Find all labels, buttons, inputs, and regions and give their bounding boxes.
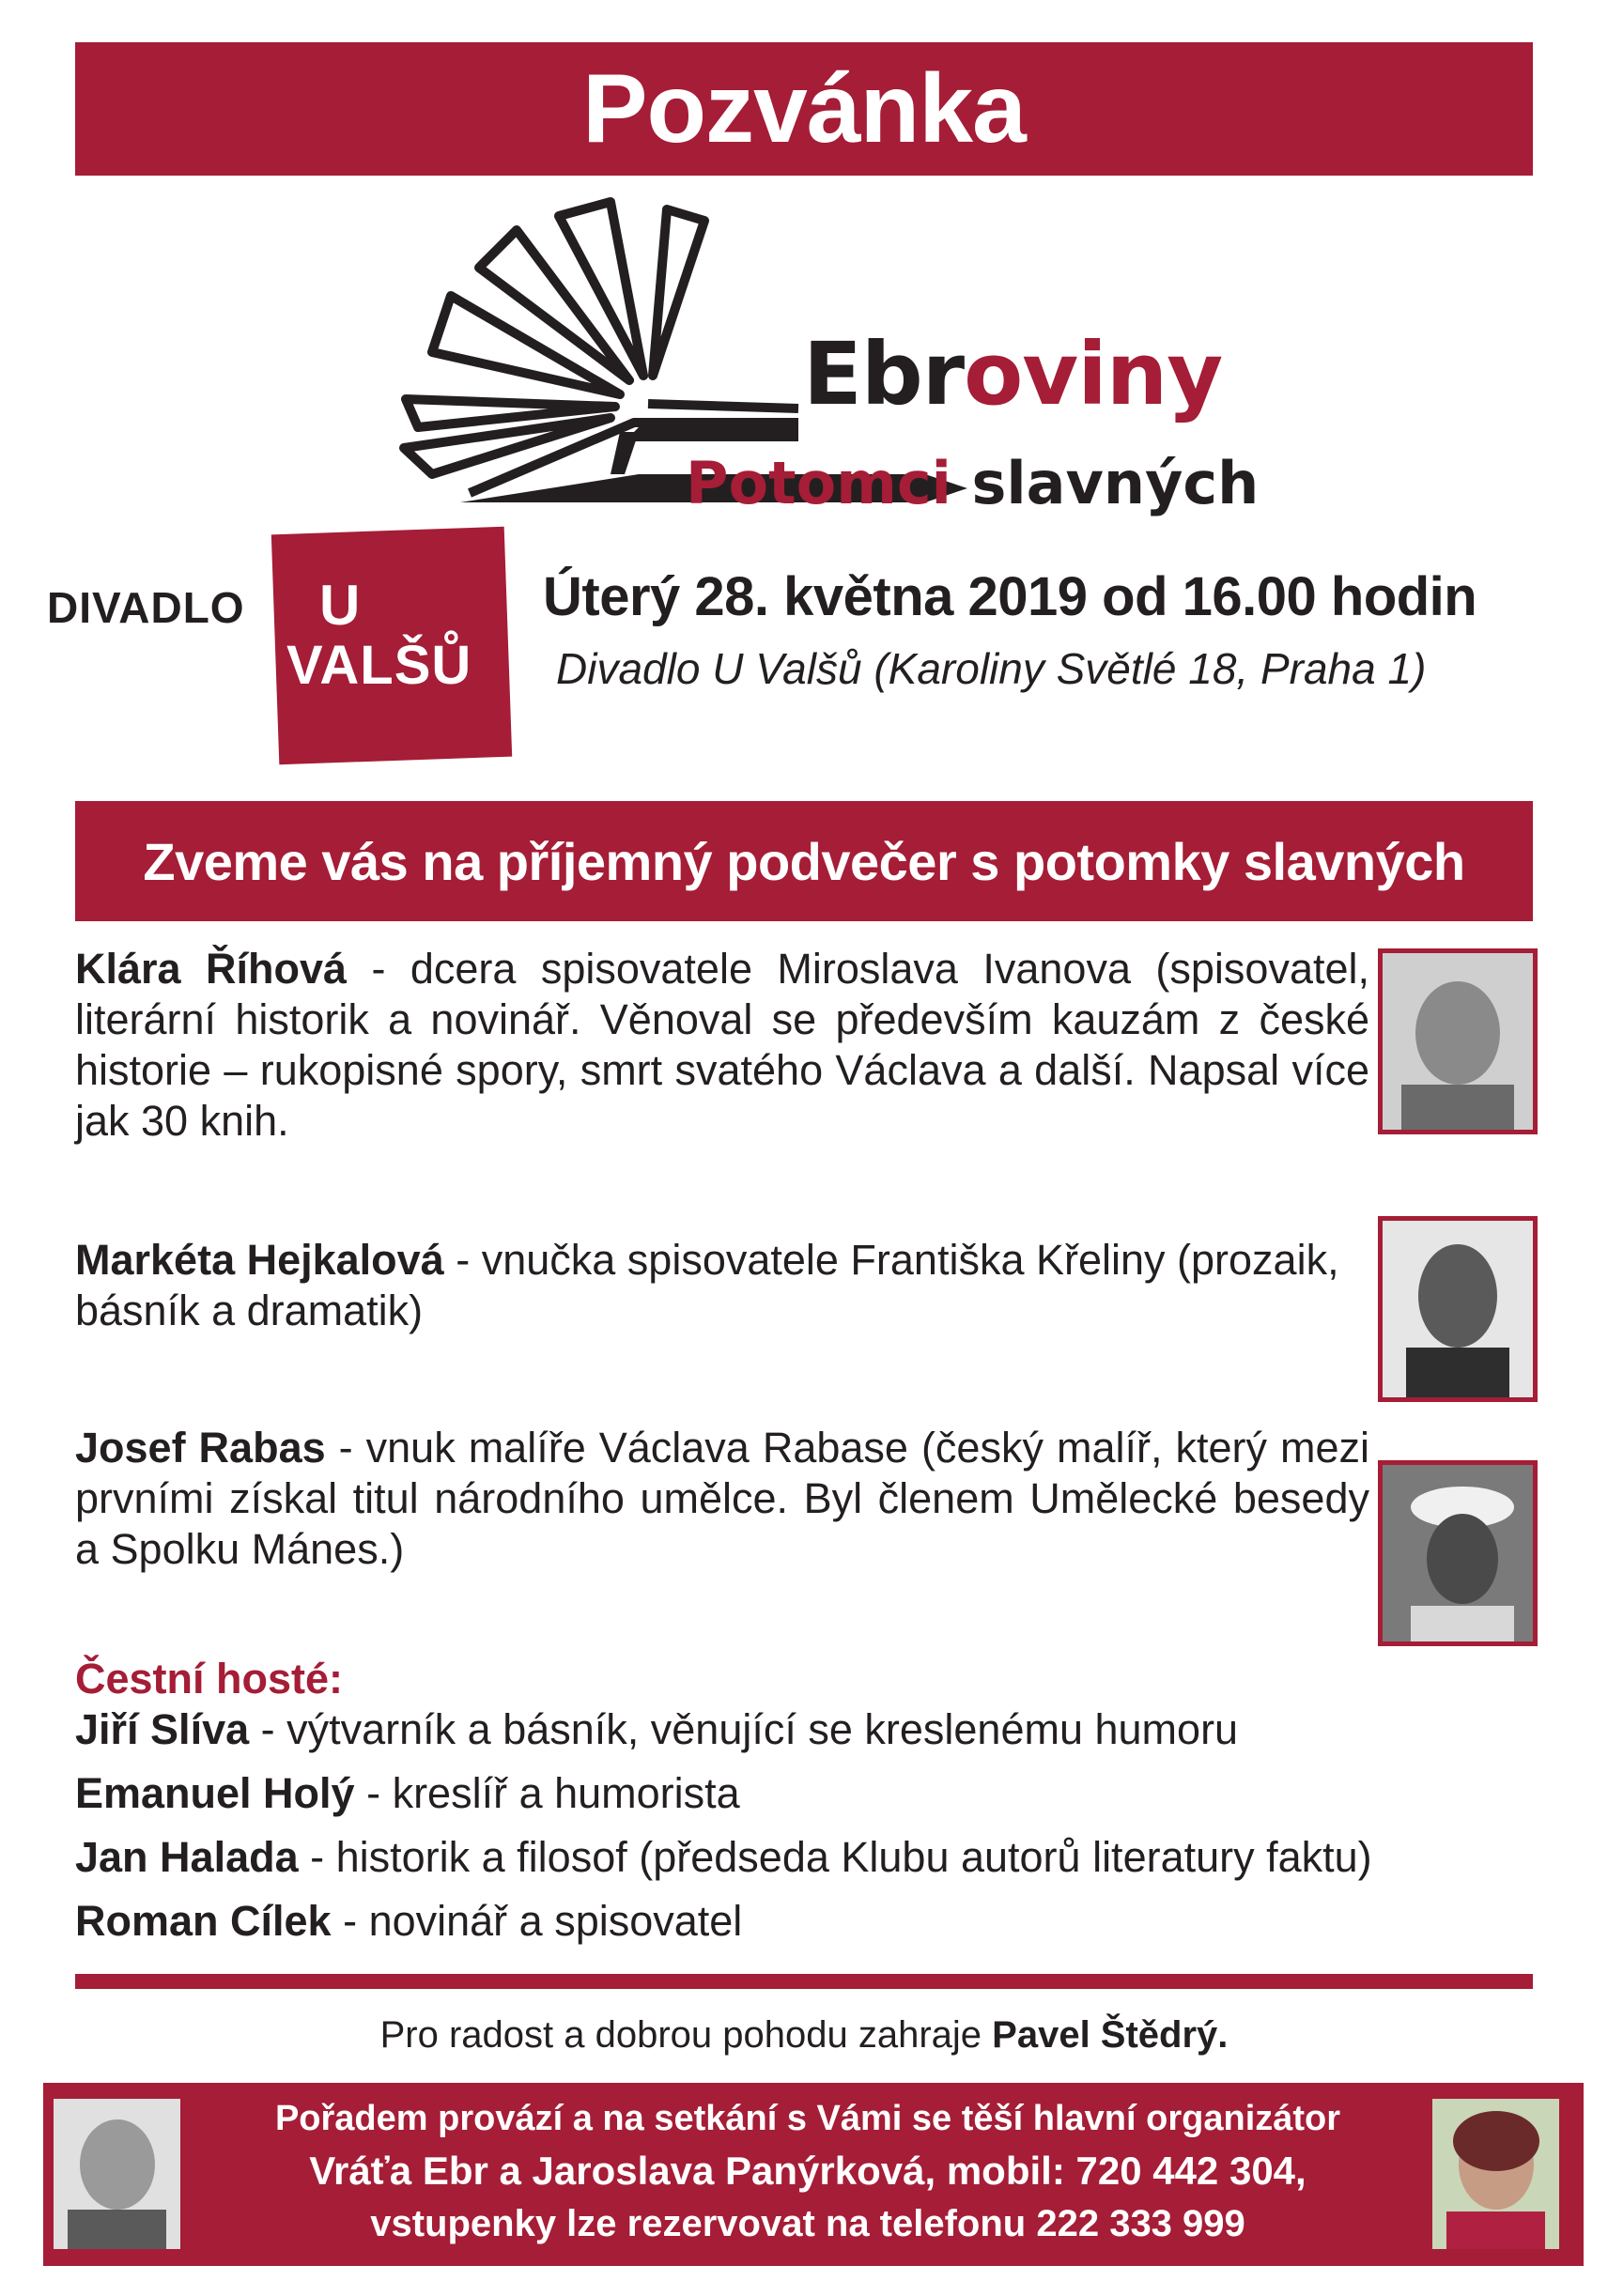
logo-wordmark: Ebroviny (803, 324, 1223, 424)
person-name: Josef Rabas (75, 1424, 326, 1472)
footer-line-1: Pořadem provází a na setkání s Vámi se těší hlavní organizátor (274, 2099, 1341, 2138)
guest-item (75, 1896, 742, 1947)
person-paragraph (75, 1423, 1369, 1575)
portrait-icon (1383, 1221, 1533, 1397)
organizer-photo (1432, 2099, 1559, 2249)
guest-item (75, 1832, 1372, 1883)
footer-text (216, 2092, 1399, 2250)
guest-name: Jan Halada (75, 1833, 299, 1881)
invite-text: Zveme vás na příjemný podvečer s potomky slavných (143, 831, 1465, 891)
music-text: Pro radost a dobrou pohodu zahraje (379, 2014, 993, 2056)
portrait-icon (1383, 953, 1533, 1130)
guest-name: Roman Cílek (75, 1897, 332, 1945)
theatre-logo-text: DIVADLO (47, 583, 245, 632)
portrait-photo (1378, 1460, 1538, 1646)
logo-subtitle: Potomci slavných (686, 449, 1260, 517)
person-name: Klára Říhová (75, 945, 348, 993)
portrait-photo (1378, 1216, 1538, 1402)
person-paragraph (75, 1235, 1369, 1336)
footer-line-3: vstupenky lze rezervovat na telefonu 222 333 999 (370, 2203, 1245, 2244)
person-description: - vnučka spisovatele Františka Křeliny (prozaik, básník a dramatik) (75, 1236, 1339, 1334)
person-description: - vnuk malíře Václava Rabase (český malíř, který mezi prvními získal titul národního umělce. Byl členem Umělecké besedy a Spolku Mánes.) (75, 1424, 1370, 1573)
guest-description: - novinář a spisovatel (331, 1897, 743, 1945)
person-description: - dcera spisovatele Miroslava Ivanova (spisovatel, literární historik a novinář. Věnoval se především kauzám z české historie – rukopisné spory, smrt svatého Václava a další. Napsal více jak 30 knih. (75, 945, 1369, 1145)
theatre-logo-u: U (319, 574, 361, 637)
title-banner (75, 42, 1533, 176)
person-name: Markéta Hejkalová (75, 1236, 444, 1284)
guest-name: Jiří Slíva (75, 1705, 250, 1753)
person-paragraph (75, 944, 1369, 1147)
theatre-logo-valsu: VALŠŮ (286, 635, 472, 696)
guest-item (75, 1704, 1238, 1755)
guests-heading: Čestní hosté: (75, 1655, 344, 1703)
footer-line-2: Vráťa Ebr a Jaroslava Panýrková, mobil: 720 442 304, (309, 2149, 1306, 2193)
divider (75, 1974, 1533, 1989)
guest-description: - historik a filosof (předseda Klubu autorů literatury faktu) (298, 1833, 1372, 1881)
portrait-icon (1432, 2099, 1559, 2249)
event-venue: Divadlo U Valšů (Karoliny Světlé 18, Praha 1) (556, 644, 1427, 693)
organizer-photo (54, 2099, 180, 2249)
invite-banner (75, 801, 1533, 921)
music-performer: Pavel Štědrý. (992, 2014, 1229, 2056)
guest-item (75, 1768, 740, 1819)
guest-description: - výtvarník a básník, věnující se kreslenému humoru (249, 1705, 1239, 1753)
page-title: Pozvánka (582, 54, 1026, 163)
guest-description: - kreslíř a humorista (354, 1769, 740, 1817)
guest-name: Emanuel Holý (75, 1769, 355, 1817)
music-note (0, 2014, 1608, 2057)
event-date: Úterý 28. května 2019 od 16.00 hodin (543, 566, 1477, 627)
portrait-photo (1378, 948, 1538, 1134)
portrait-icon (1383, 1465, 1533, 1641)
portrait-icon (54, 2099, 180, 2249)
